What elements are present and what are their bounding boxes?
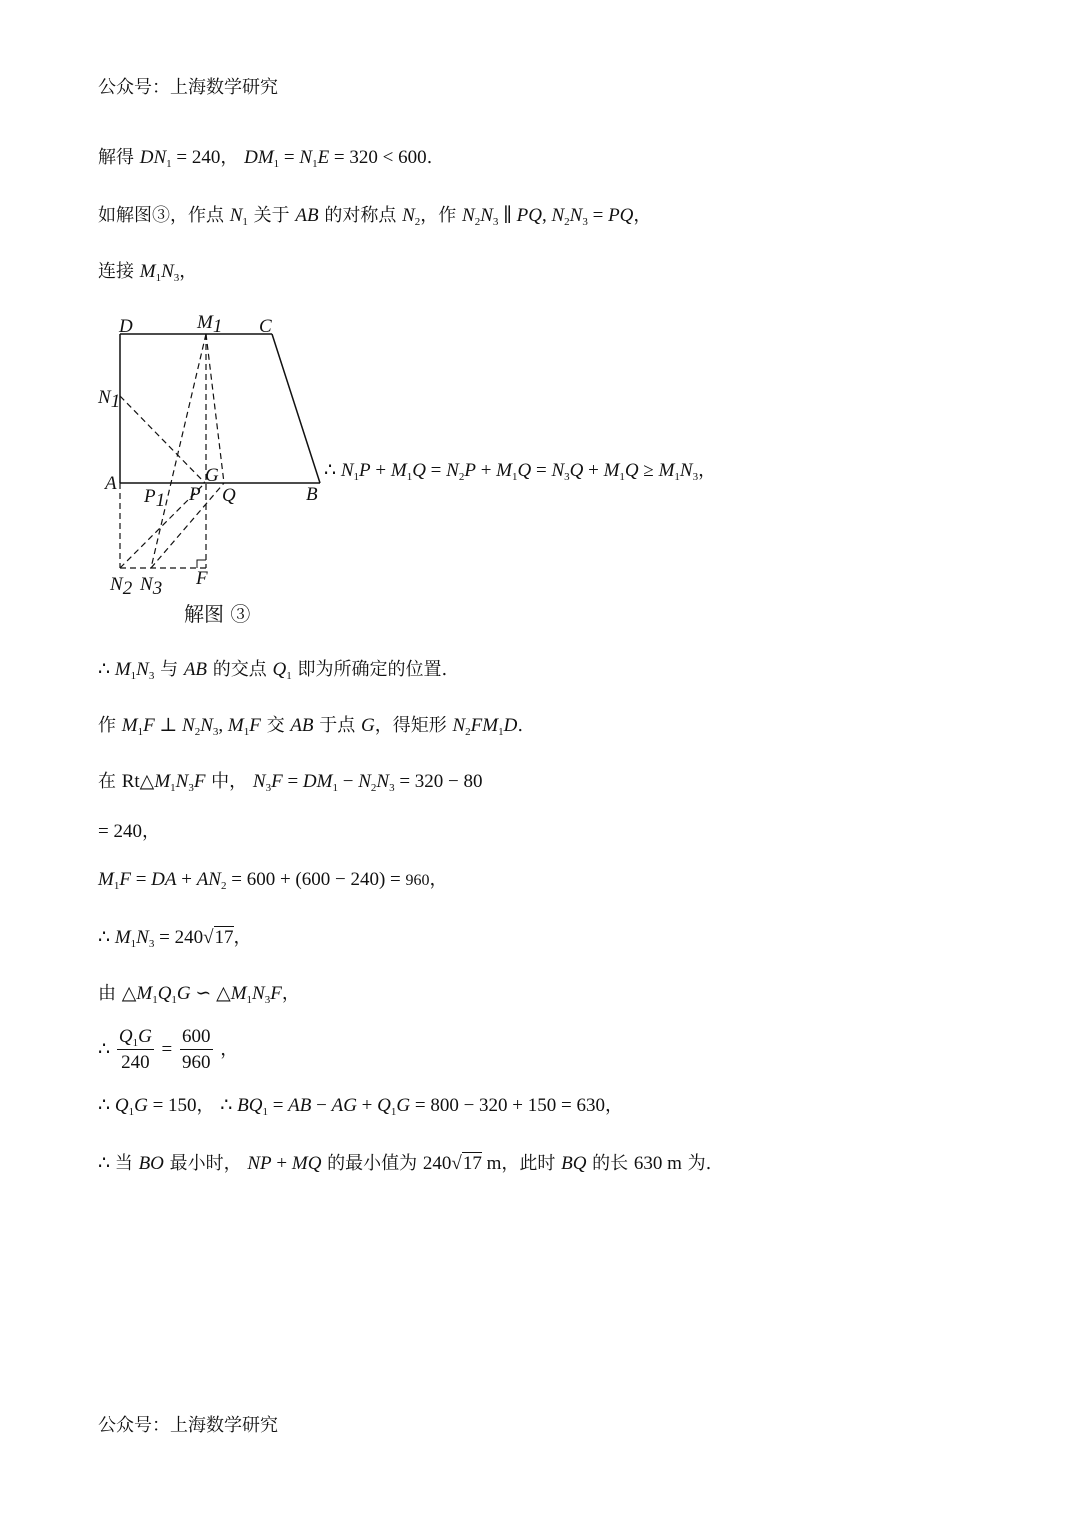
header-text: 公众号：上海数学研究	[98, 77, 278, 98]
fraction-right: $\frac{600}{960}$	[182, 1026, 211, 1073]
label-P1: P1	[144, 486, 166, 511]
label-G: G	[205, 465, 219, 486]
solution-line-12: ∴ $Q_1G = 150$， ∴ $BQ_1$ = AB − AG + $Q_1G = 800 - 320 + 150 = 630$，	[98, 1095, 623, 1118]
label-M1: M1	[197, 312, 223, 337]
inequality-line: ∴ $N_1P + M_1Q = N_2P + M_1Q = N_3Q + M_1Q \ge M_1N_3$，	[324, 460, 717, 483]
solution-line-3: 连接 $M_1N_3$，	[98, 261, 198, 284]
seg-M1-Q	[206, 334, 224, 483]
label-N2: N2	[110, 574, 133, 599]
solution-line-8: $M_1F$ = DA + $AN_2 = 600 + (600 - 240) = 960$，	[98, 869, 448, 892]
solution-line-10: 由 $\triangle M_1Q_1G$ ∽ $\triangle M_1N_3F$，	[98, 983, 300, 1006]
solution-line-4: ∴ $M_1N_3$ 与 AB 的交点 $Q_1$ 即为所确定的位置.	[98, 659, 448, 682]
edge-CB	[272, 334, 320, 483]
solution-line-11: ∴ $\frac{Q_1G}{240}$ = $\frac{600}{960}$ ，	[98, 1026, 239, 1073]
label-B: B	[306, 484, 318, 505]
solution-line-9: ∴ $M_1N_3 = 240√17$，	[98, 927, 252, 950]
label-P: P	[189, 484, 201, 505]
label-C: C	[259, 316, 272, 337]
label-N1: N1	[98, 387, 121, 412]
text-jiede: 解得	[98, 147, 134, 168]
solution-line-5: 作 $M_1F$ ⊥ $N_2N_3$, $M_1F$ 交 AB 于点 G，得矩形 $N_2FM_1D$.	[98, 715, 524, 738]
right-angle-mark	[197, 560, 206, 568]
solution-line-6: 在 $Rt\triangle M_1N_3F$ 中， $N_3F = DM_1 - N_2N_3 = 320 - 80$	[98, 771, 483, 794]
seg-N1-P	[120, 396, 205, 483]
label-F: F	[196, 568, 208, 589]
seg-M1-N3	[151, 334, 206, 568]
label-Q: Q	[222, 485, 236, 506]
figure-caption: 解图 ③	[184, 602, 251, 626]
solution-line-13: ∴ 当 BO 最小时， NP + MQ 的最小值为 240√17 m，此时 BQ 的长 630 m 为.	[98, 1153, 712, 1174]
solution-line-2: 如解图③，作点 $N_1$ 关于 AB 的对称点 $N_2$，作 $N_2N_3$ ∥ PQ, $N_2N_3$ = PQ，	[98, 205, 652, 228]
eq-dn1: $DN_1 = 240$	[139, 147, 221, 170]
label-N3: N3	[140, 574, 163, 599]
fraction-left: $\frac{Q_1G}{240}$	[118, 1026, 152, 1073]
eq-dm1: $DM_1 = N_1E = 320 < 600$	[244, 147, 427, 170]
label-D: D	[119, 316, 133, 337]
label-A: A	[105, 473, 117, 494]
footer-text: 公众号：上海数学研究	[98, 1415, 278, 1436]
solution-line-7: = 240，	[98, 821, 160, 842]
solution-line-1: 解得 $DN_1 = 240$， $DM_1 = N_1E = 320 < 600$.	[98, 147, 433, 170]
